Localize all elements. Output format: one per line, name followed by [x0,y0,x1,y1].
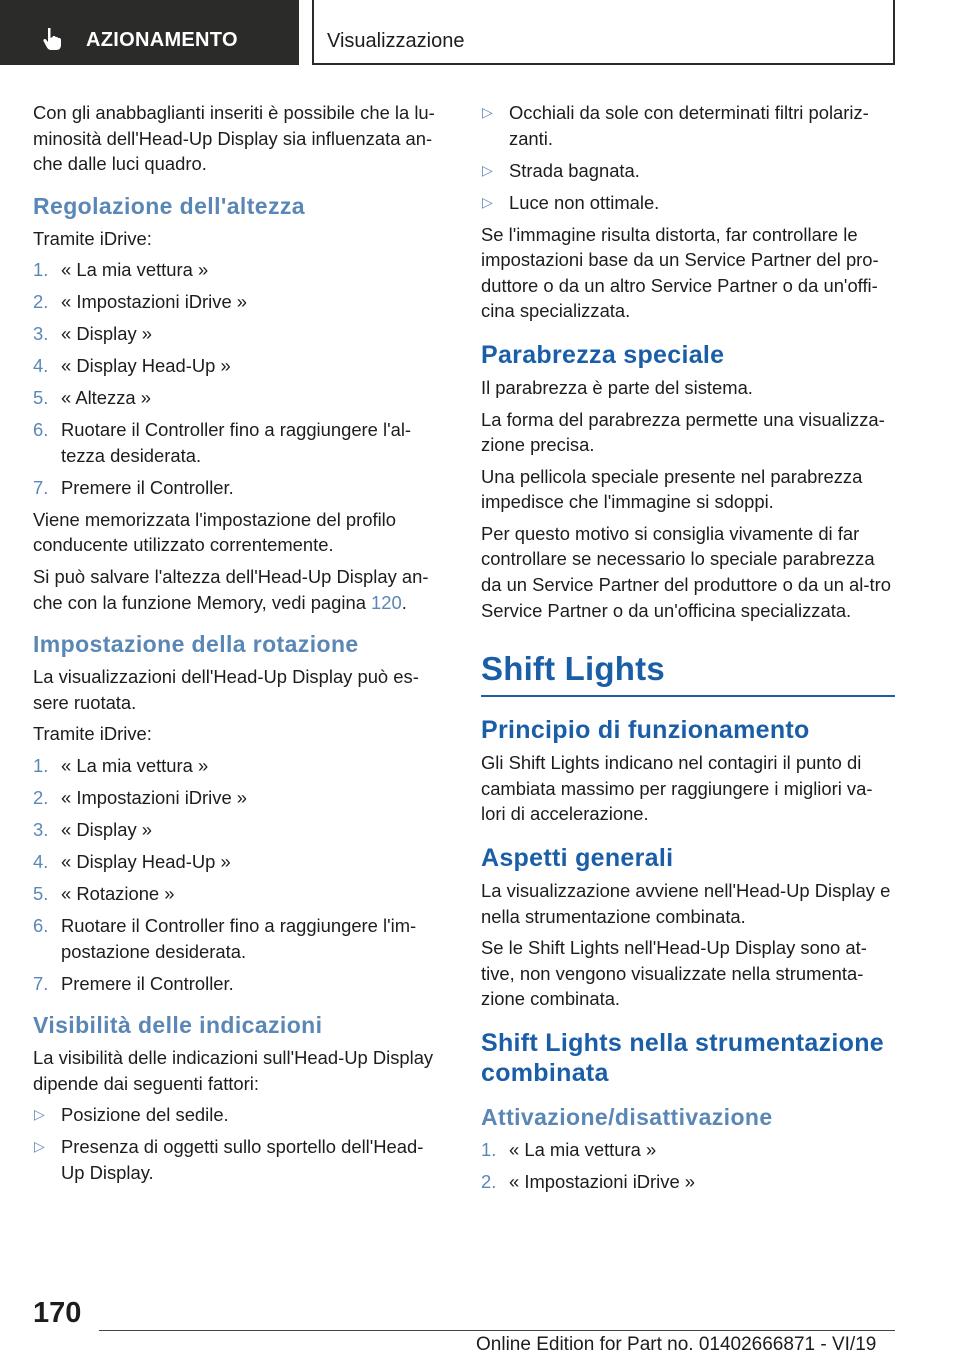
step-text: Ruotare il Controller fino a raggiungere l'al-tezza desiderata. [61,419,412,466]
general-heading: Aspetti generali [481,844,674,873]
step-text: Premere il Controller. [61,476,234,498]
step-text: « La mia vettura » [61,259,209,281]
list-item [33,913,445,964]
list-item [33,321,445,347]
factor-text: Posizione del sedile. [61,1104,229,1126]
list-item [33,785,445,811]
factor-text: Occhiali da sole con determinati filtri polariz-zanti. [509,102,869,149]
triangle-right-icon: ▷ [482,104,493,120]
list-item [33,817,445,843]
step-text: « La mia vettura » [61,755,209,777]
step-text: « Display Head-Up » [61,355,231,377]
step-text: « Display Head-Up » [61,850,231,872]
step-number: 3. [33,323,49,345]
step-number: 2. [33,291,49,313]
step-number: 7. [33,476,49,498]
windshield-paragraph: Una pellicola speciale presente nel parabrezza impedisce che l'immagine si sdoppi. [481,465,863,513]
windshield-paragraph: Per questo motivo si consiglia vivamente di far controllare se necessario lo speciale parabrezza da un Service Partner del produttore o da un al-tro Service Partner o da un'officina specializzata. [481,522,891,621]
height-steps [33,257,445,500]
height-via: Tramite iDrive: [33,227,152,249]
step-text: « Display » [61,818,152,840]
list-item [481,158,895,184]
step-text: « Rotazione » [61,882,175,904]
height-heading: Regolazione dell'altezza [33,192,305,219]
page-number: 170 [33,1297,82,1329]
visibility-intro: La visibilità delle indicazioni sull'Head-Up Display dipende dai seguenti fattori: [33,1047,434,1094]
list-item [33,1102,445,1128]
rotation-heading: Impostazione della rotazione [33,631,359,658]
memory-text: Si può salvare l'altezza dell'Head-Up Display an-che con la funzione Memory, vedi pagina [33,566,429,613]
memory-text-end: . [401,591,407,613]
principle-heading: Principio di funzionamento [481,716,810,745]
visibility-factors-continued [481,100,895,215]
general-paragraph: Se le Shift Lights nell'Head-Up Display sono at-tive, non vengono visualizzate nella strumenta-zione combinata. [481,937,867,1010]
edition-note: Online Edition for Part no. 01402666871 - VI/19 [476,1334,877,1355]
activation-steps [481,1137,895,1195]
step-text: « La mia vettura » [509,1139,657,1161]
step-text: « Display » [61,323,152,345]
step-text: « Impostazioni iDrive » [61,291,248,313]
windshield-heading: Parabrezza speciale [481,340,725,369]
list-item [481,1137,895,1163]
header-divider [312,63,895,65]
triangle-right-icon: ▷ [482,161,493,178]
rotation-via: Tramite iDrive: [33,723,152,745]
list-item [33,849,445,875]
step-text: Premere il Controller. [61,972,234,994]
list-item [33,417,445,468]
activation-heading: Attivazione/disattivazione [481,1104,773,1131]
header-divider [312,0,314,65]
step-number: 6. [33,419,49,441]
step-number: 1. [33,755,49,777]
header-divider [893,0,895,65]
shift-lights-title: Shift Lights [481,647,895,697]
windshield-paragraph: La forma del parabrezza permette una visualizza-zione precisa. [481,408,885,456]
list-item [33,971,445,997]
general-paragraph: La visualizzazione avviene nell'Head-Up Display e nella strumentazione combinata. [481,880,891,927]
triangle-right-icon: ▷ [482,193,493,210]
step-number: 6. [33,914,49,936]
height-memo: Viene memorizzata l'impostazione del profilo conducente utilizzato correntemente. [33,508,396,556]
list-item [481,190,895,216]
factor-text: Luce non ottimale. [509,191,660,213]
visibility-heading: Visibilità delle indicazioni [33,1012,323,1039]
list-item [33,385,445,411]
page-reference-link[interactable]: 120 [371,591,402,613]
list-item [33,881,445,907]
list-item [33,1134,445,1185]
step-number: 7. [33,972,49,994]
step-number: 5. [33,387,49,409]
list-item [481,100,895,151]
step-text: Ruotare il Controller fino a raggiungere l'im-postazione desiderata. [61,914,417,962]
step-number: 5. [33,882,49,904]
step-number: 2. [481,1171,497,1192]
triangle-right-icon: ▷ [34,1106,45,1123]
rotation-steps [33,753,445,996]
hand-pointer-icon [40,26,66,52]
header-tab [0,0,299,65]
step-number: 4. [33,355,49,377]
list-item [33,257,445,283]
visibility-factors [33,1102,445,1185]
step-number: 2. [33,787,49,808]
list-item [33,475,445,501]
step-text: « Impostazioni iDrive » [61,787,248,808]
principle-text: Gli Shift Lights indicano nel contagiri il punto di cambiata massimo per raggiungere i migliori va-lori di accelerazione. [481,752,873,825]
factor-text: Presenza di oggetti sullo sportello dell'Head-Up Display. [61,1136,424,1183]
list-item [481,1169,895,1195]
triangle-right-icon: ▷ [34,1138,45,1155]
windshield-paragraph: Il parabrezza è parte del sistema. [481,376,753,398]
list-item [33,753,445,779]
step-number: 4. [33,850,49,872]
step-number: 1. [33,259,49,281]
factor-text: Strada bagnata. [509,159,640,181]
height-memory-note [33,564,445,615]
rotation-intro: La visualizzazioni dell'Head-Up Display può es-sere ruotata. [33,666,419,713]
left-column [33,100,445,1192]
footer-divider [99,1330,895,1331]
list-item [33,353,445,379]
step-number: 3. [33,818,49,840]
list-item [33,289,445,315]
chapter-label: AZIONAMENTO [86,29,238,51]
step-number: 1. [481,1139,497,1161]
distortion-note: Se l'immagine risulta distorta, far controllare le impostazioni base da un Service Partner del pro-duttore o da un altro Service Partner o da un'offi-cina specializzata. [481,223,879,322]
step-text: « Impostazioni iDrive » [509,1171,696,1192]
step-text: « Altezza » [61,387,151,409]
section-title: Visualizzazione [327,30,465,52]
right-column [481,100,895,1201]
cluster-heading: Shift Lights nella strumentazione combinata [481,1029,884,1088]
intro-paragraph: Con gli anabbaglianti inseriti è possibile che la lu-minosità dell'Head-Up Display sia influenzata an-che dalle luci quadro. [33,102,435,175]
